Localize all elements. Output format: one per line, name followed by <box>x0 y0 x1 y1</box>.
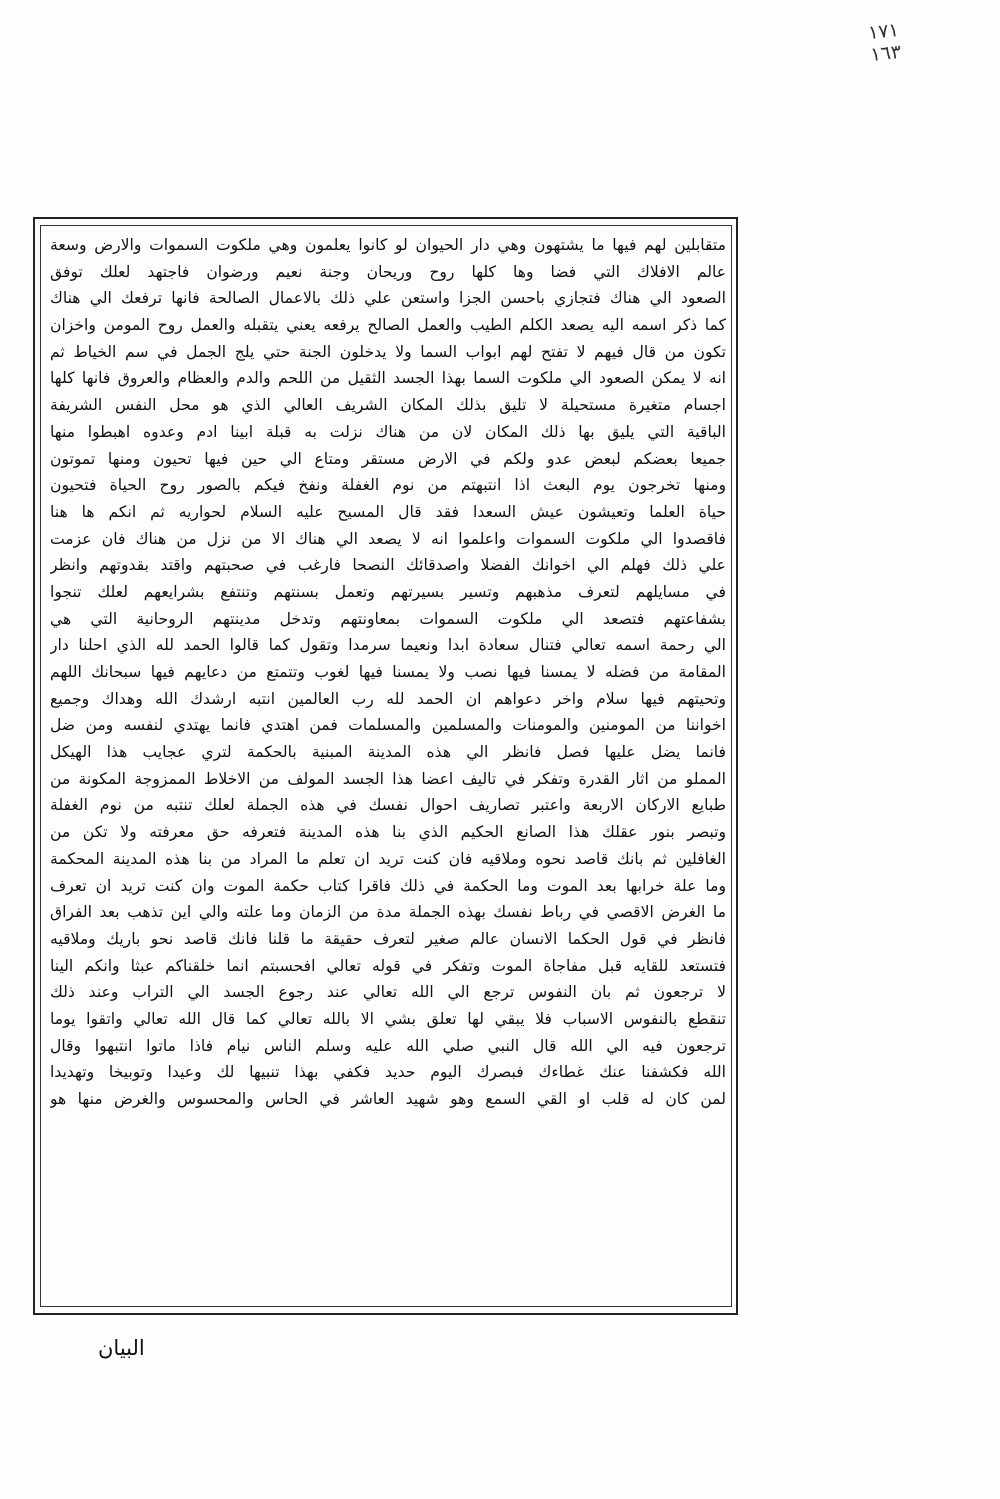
text-line: وما علة خرابها بعد الموت وما الحكمة في ذلك فاقرا كتاب حكمة الموت وان كنت تريد ان تعرف <box>50 876 726 895</box>
text-line: لمن كان له قلب او القي السمع وهو شهيد العاشر في الحاس والمحسوس والغرض منها هو <box>50 1090 726 1108</box>
text-line: فاقصدوا الي ملكوت السموات واعلموا انه لا يصعد الي هناك الا من نزل من هناك فان عزمت <box>50 529 726 548</box>
text-line: انه لا يمكن الصعود الي ملكوت السما بهذا الجسد الثقيل من اللحم والدم والعظام والعروق فانها كلها <box>50 369 726 388</box>
text-line: فانظر في قول الحكما الانسان عالم صغير لتعرف حقيقة ما قلنا فانك قاصد نحو باريك وملاقيه <box>50 929 726 948</box>
text-line: اخواننا من المومنين والمومنات والمسلمين والمسلمات فمن اهتدي فانما يهتدي لنفسه ومن ضل <box>50 716 726 735</box>
text-line: فانما يضل عليها فصل فانظر الي هذه المدينة المبنية بالحكمة لتري عجايب هذا الهيكل <box>50 743 726 762</box>
text-line: ومنها تخرجون يوم البعث اذا انتبهتم من نوم الغفلة ونفخ فيكم بالصور روح الحياة فتحيون <box>50 476 726 495</box>
text-line: كما ذكر اسمه اليه يصعد الكلم الطيب والعمل الصالح يرفعه يعني يتقبله والعمل روح المومن واخزان <box>50 316 726 335</box>
text-line: ما الغرض الاقصي في رباط نفسك بهذه الجملة مدة من الزمان وما علته والي اين تذهب بعد الفراق <box>50 903 726 922</box>
text-line: تكون من قال فيهم لا تفتح لهم ابواب السما ولا يدخلون الجنة حتي يلج الجمل في سم الخياط ثم <box>50 342 726 361</box>
text-line: ترجعون فيه الي الله قال النبي صلي الله عليه وسلم الناس نيام فاذا ماتوا انتبهوا وقال <box>50 1036 726 1055</box>
text-line: حياة العلما وتعيشون عيش السعدا فقد قال المسيح عليه السلام لحواريه ثم انكم ها هنا <box>50 502 726 521</box>
text-line: الي رحمة اسمه تعالي فتنال سعادة ابدا ونعيما سرمدا وتقول كما قالوا الحمد لله الذي احلنا دار <box>50 636 726 655</box>
text-line: في مسايلهم لتعرف مذهبهم وتسير بسيرتهم وتعمل بسنتهم وتنتفع بشرايعهم لعلك تنجوا <box>50 582 726 601</box>
text-line: اجسام متغيرة مستحيلة لا تليق بذلك المكان الشريف العالي الذي هو محل النفس الشريفة <box>50 396 726 415</box>
folio-number-primary: ١٧١ <box>867 18 900 45</box>
text-line: الغافلين ثم بانك قاصد نحوه وملاقيه فان كنت تريد ان تعلم ما المراد من بنا هذه المدينة المحكمة <box>50 849 726 868</box>
text-line: طبايع الاركان الاربعة واعتبر تصاريف احوال نفسك في هذه الجملة لعلك تنتبه من نوم الغفلة <box>50 796 726 815</box>
text-line: علي ذلك فهلم الي اخوانك الفضلا واصدقائك النصحا فارغب في صحبتهم واقتد بقدوتهم وانظر <box>50 556 726 575</box>
text-line: الصعود الي هناك فتجازي باحسن الجزا واستعن علي ذلك بالاعمال الصالحة فانها ترفعك الي هناك <box>50 289 726 308</box>
text-line: بشفاعتهم فتصعد الي ملكوت السموات بمعاونتهم وتدخل مدينتهم الروحانية التي هي <box>50 609 726 628</box>
catchword: البيان <box>98 1336 145 1360</box>
text-line: عالم الافلاك التي فضا وها كلها روح وريحان وجنة نعيم ورضوان فاجتهد لعلك توفق <box>50 262 726 281</box>
text-line: جميعا بعضكم لبعض عدو ولكم في الارض مستقر ومتاع الي حين فيها تحيون ومنها تموتون <box>50 449 726 468</box>
text-line: المقامة من فضله لا يمسنا فيها نصب ولا يمسنا فيها لغوب وتتمتع من دعايهم فيها سبحانك اللهم <box>50 663 726 681</box>
text-line: لا ترجعون ثم بان النفوس ترجع الي الله تعالي عند رجوع الجسد الي التراب وعند ذلك <box>50 983 726 1002</box>
text-line: الله فكشفنا عنك غطاءك فبصرك اليوم حديد فكفي بهذا تنبيها لك وعيدا وتوبيخا وتهديدا <box>50 1063 726 1082</box>
text-line: وتبصر بنور عقلك هذا الصانع الحكيم الذي بنا هذه المدينة فتعرفه حق معرفته ولا تكن من <box>50 823 726 842</box>
folio-number-secondary: ١٦٣ <box>869 40 903 66</box>
text-line: متقابلين لهم فيها ما يشتهون وهي دار الحيوان لو كانوا يعلمون وهي ملكوت السموات والارض وسعة <box>50 236 726 254</box>
text-line: فتستعد للقايه قبل مفاجاة الموت وتفكر في قوله تعالي افحسبتم انما خلقناكم عبثا وانكم الينا <box>50 956 726 975</box>
manuscript-text-block <box>50 232 726 1302</box>
text-line: الباقية التي يليق بها ذلك المكان لان من هناك نزلت به قبلة ابينا ادم وعدوه اهبطوا منها <box>50 422 726 441</box>
text-line: تنقطع بالنفوس الاسباب فلا يبقي لها تعلق بشي الا بالله تعالي كما قال الله تعالي واتقوا يوما <box>50 1009 726 1028</box>
folio-number <box>838 19 902 69</box>
text-line: وتحيتهم فيها سلام واخر دعواهم ان الحمد لله رب العالمين انتبه ارشدك الله وهداك وجميع <box>50 689 726 708</box>
text-line: المملو من اثار القدرة وتفكر في تاليف اعضا هذا الجسد المولف من الاخلاط الممزوجة المكونة من <box>50 769 726 788</box>
